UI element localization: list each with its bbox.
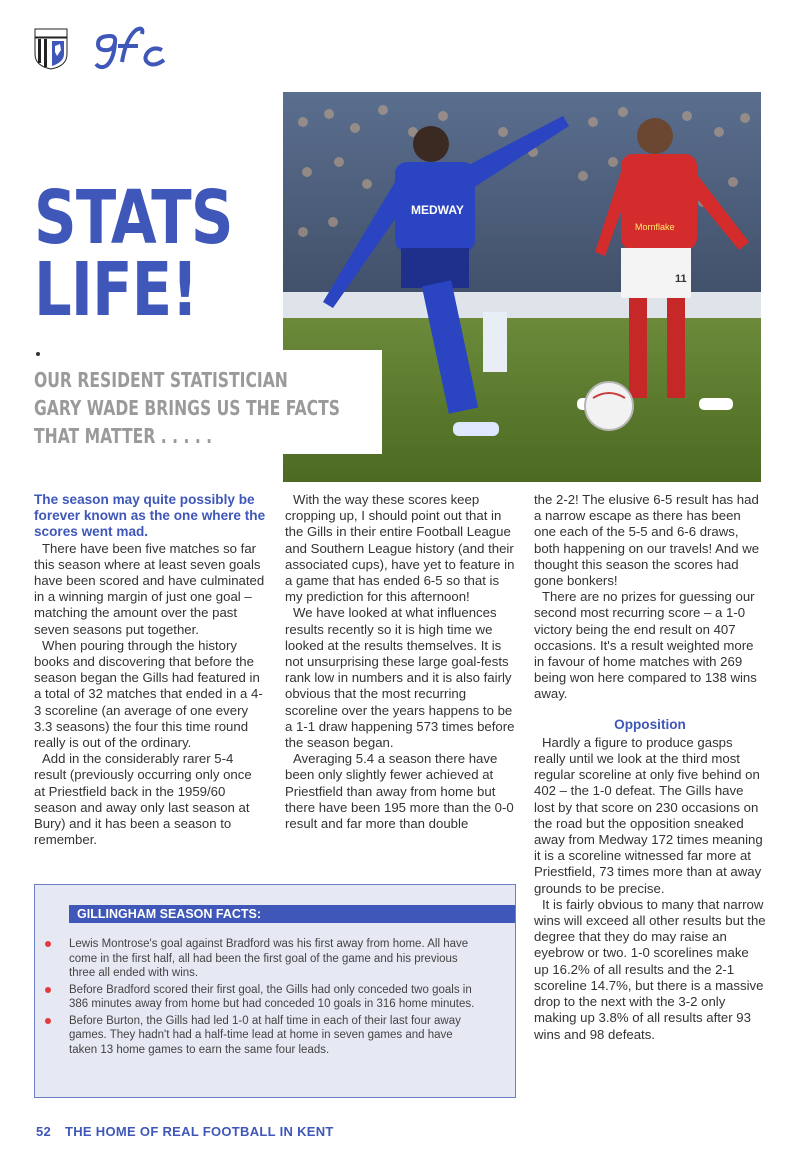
article-column-3 xyxy=(534,492,766,1043)
intro-line-1: OUR RESIDENT STATISTICIAN xyxy=(34,368,288,392)
season-fact-text: Before Bradford scored their first goal, the Gills had only conceded two goals in 386 minutes away from home but had conceded 10 goals in 316 home minutes. xyxy=(69,983,475,1010)
article-paragraph: With the way these scores keep cropping up, I should point out that in the Gills in their entire Football League and Southern League history (and their associated cups), have yet to feature in a game that has ended 6-5 so that is my prediction for this afternoon! xyxy=(285,492,515,605)
article-paragraph: Hardly a figure to produce gasps really until we look at the third most regular scoreline at only five behind on 402 – the 1-0 defeat. The Gills have lost by that score on 230 occasions on the road but the opposition sneaked away from Medway 172 times meaning it is a scoreline witnessed far more at Priestfield, 73 times more than at away grounds to be precise. xyxy=(534,734,763,896)
away-shirt-number: 11 xyxy=(675,273,687,285)
away-shirt-sponsor: Mornflake xyxy=(635,222,675,232)
season-fact-item xyxy=(69,983,479,1012)
article-paragraph: There are no prizes for guessing our second most recurring score – a 1-0 victory being the end result on 407 occasions. It's a result weighted more in favour of home matches with 269 being won here compared to 138 wins away. xyxy=(534,589,757,702)
season-facts-box xyxy=(34,884,516,1098)
article-paragraph: We have looked at what influences results recently so it is high time we looked at the results themselves. It is not unsurprising these large goal-fests rank low in numbers and it is also fairly obvious that the most recurring scoreline over the years happens to be a 1-1 draw happening 573 times before the season began. xyxy=(285,605,515,751)
page-footer xyxy=(36,1124,334,1139)
intro-line-3: THAT MATTER . . . . . xyxy=(34,424,213,448)
article-paragraph: the 2-2! The elusive 6-5 result has had a narrow escape as there has been one each of the 5-5 and 6-6 draws, both happening on our travels! And we thought this season the scores had gone bonkers! xyxy=(534,492,760,589)
bullet-icon xyxy=(45,1018,51,1024)
article-paragraph: It is fairly obvious to many that narrow wins will exceed all other results but the degree that they do may raise an eyebrow or two. 1-0 scorelines make up 16.2% of all results and the 2-1 scoreline 14.7%, but there is a massive drop to the next with the 3-2 only making up 3.8% of all results after 93 wins and 98 defeats. xyxy=(534,896,766,1042)
bullet-icon xyxy=(45,941,51,947)
intro-dot xyxy=(36,352,40,356)
footer-tagline: THE HOME OF REAL FOOTBALL IN KENT xyxy=(64,1124,334,1139)
article-paragraph: There have been five matches so far this season where at least seven goals have been scored and have culminated in a winning margin of just one goal – matching the amount over the past seven seasons put together. xyxy=(34,540,265,637)
article-paragraph: Averaging 5.4 a season there have been only slightly fewer achieved at Priestfield than away from home but there have been 195 more than the 0-0 result and far more than double xyxy=(285,751,514,832)
home-shirt-sponsor: MEDWAY xyxy=(411,203,464,217)
intro-standfirst xyxy=(34,366,362,450)
season-fact-item xyxy=(69,1014,479,1058)
headline-line-1: STATS xyxy=(34,175,233,261)
season-facts-list xyxy=(69,937,479,1059)
bullet-icon xyxy=(45,987,51,993)
club-crest-logo xyxy=(34,28,68,70)
article-column-1 xyxy=(34,492,266,848)
article-paragraph: When pouring through the history books and discovering that before the season began the Gills had featured in a total of 32 matches that ended in a 4-3 scoreline (an average of one every 3.3 seasons) the four this time round really is out of the ordinary. xyxy=(34,637,263,751)
article-subheading: Opposition xyxy=(614,716,686,732)
article-column-2 xyxy=(285,492,517,832)
gfc-monogram-logo xyxy=(92,22,168,72)
season-facts-title: GILLINGHAM SEASON FACTS: xyxy=(69,905,515,923)
page-number: 52 xyxy=(36,1124,52,1139)
season-fact-item xyxy=(69,937,479,981)
headline xyxy=(34,175,233,333)
season-fact-text: Lewis Montrose's goal against Bradford was his first away from home. All have come in the first half, all had been the first goal of the game and his previous three all ended with wins. xyxy=(69,938,469,979)
intro-line-2: GARY WADE BRINGS US THE FACTS xyxy=(34,396,341,420)
article-paragraph: Add in the considerably rarer 5-4 result (previously occurring only once at Priestfield back in the 1959/60 season and away only last season at Bury) and it has been a season to remember. xyxy=(34,751,252,848)
season-fact-text: Before Burton, the Gills had led 1-0 at half time in each of their last four away games. They hadn't had a half-time lead at home in seven games and have taken 13 home games to earn the same four leads. xyxy=(69,1014,461,1056)
article-lead: The season may quite possibly be forever known as the one where the scores went mad. xyxy=(34,492,266,540)
headline-line-2: LIFE! xyxy=(34,247,198,333)
